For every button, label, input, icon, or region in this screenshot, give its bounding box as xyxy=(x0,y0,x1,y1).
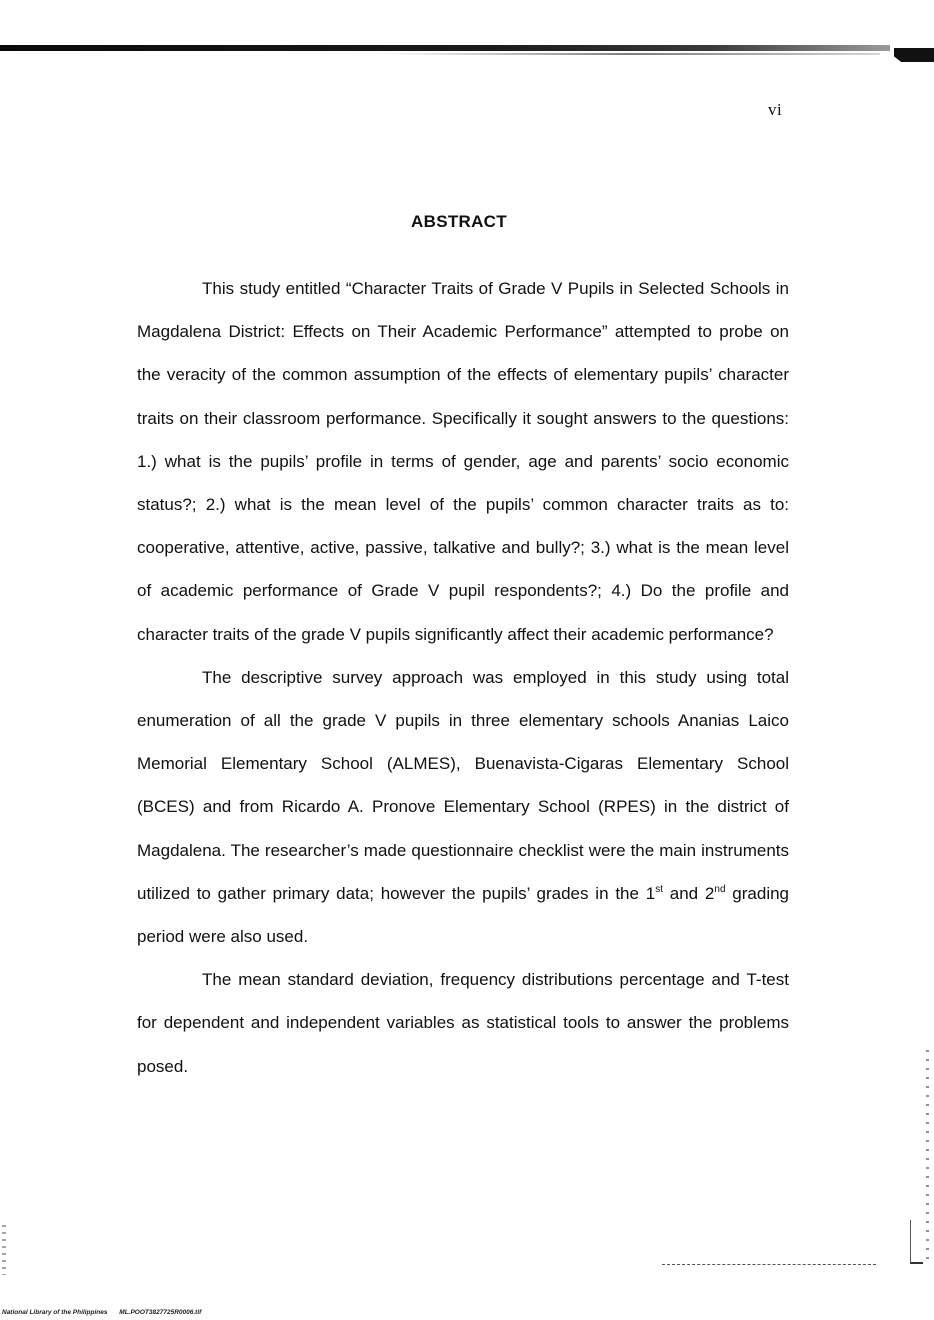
abstract-body xyxy=(137,267,789,1088)
left-edge-scan-noise xyxy=(2,1225,6,1275)
footer-file-code: ML.POOT3827725R0006.tif xyxy=(119,1309,202,1316)
top-scan-rule xyxy=(0,45,890,51)
footer-library-name: National Library of the Philippines xyxy=(2,1309,108,1316)
paragraph-2-text-start: The descriptive survey approach was employed in this study using total enumeration of all the grade V pupils in three elementary schools Ananias Laico Memorial Elementary School (ALMES), Buenavista-Cigaras Elementary School (BCES) and from Ricardo A. Pronove Elementary School (RPES) in the district of Magdalena. The researcher’s made questionnaire checklist were the main instruments utilized to gather primary data; however the pupils’ grades in the 1 xyxy=(137,667,789,903)
scan-footer xyxy=(2,1309,201,1316)
bottom-right-scan-bracket xyxy=(910,1220,923,1264)
bottom-dotted-rule xyxy=(662,1264,876,1265)
top-scan-rule-shadow xyxy=(380,53,880,55)
page-number: vi xyxy=(768,100,783,119)
paragraph-2-text-middle: and 2 xyxy=(662,883,715,903)
ordinal-suffix-second: nd xyxy=(714,883,726,895)
ordinal-suffix-first: st xyxy=(655,883,663,895)
abstract-paragraph-2 xyxy=(137,656,789,958)
right-edge-scan-noise xyxy=(926,1050,929,1265)
top-right-scan-mark xyxy=(894,48,934,62)
abstract-heading: ABSTRACT xyxy=(411,212,507,231)
abstract-paragraph-3: The mean standard deviation, frequency distributions percentage and T-test for dependent and independent variables as statistical tools to answer the problems posed. xyxy=(137,970,789,1076)
abstract-paragraph-1: This study entitled “Character Traits of Grade V Pupils in Selected Schools in Magdalena District: Effects on Their Academic Performance” attempted to probe on the veracity of the common assumption of the effects of elementary pupils’ character traits on their classroom performance. Specifically it sought answers to the questions: 1.) what is the pupils’ profile in terms of gender, age and parents’ socio economic status?; 2.) what is the mean level of the pupils’ common character traits as to: cooperative, attentive, active, passive, talkative and bully?; 3.) what is the mean level of academic performance of Grade V pupil respondents?; 4.) Do the profile and character traits of the grade V pupils significantly affect their academic performance? xyxy=(137,279,789,644)
paragraph-2-text-end: grading period were also used. xyxy=(137,883,790,947)
